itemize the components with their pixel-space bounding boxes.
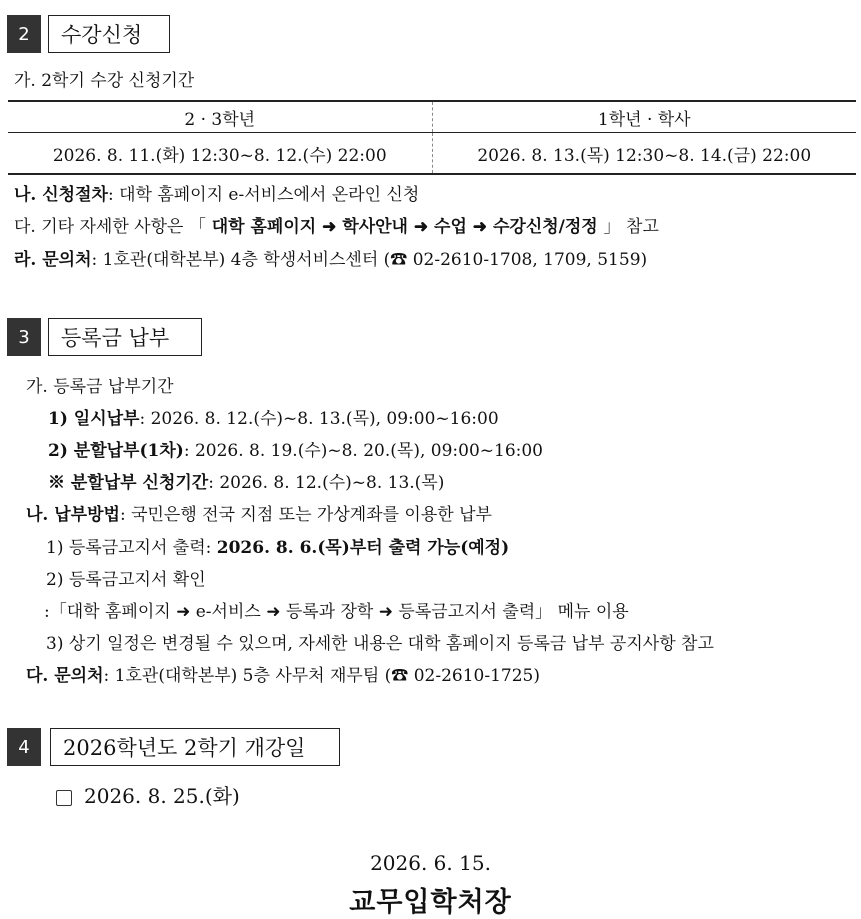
installment-apply-text: : 2026. 8. 12.(수)~8. 13.(목)	[208, 473, 445, 493]
reference-prefix: 다. 기타 자세한 사항은 「	[14, 217, 206, 237]
document-date: 2026. 6. 15.	[370, 851, 491, 875]
signer-title: 교무입학처장	[349, 887, 512, 918]
schedule-change-note: 3) 상기 일정은 변경될 수 있으며, 자세한 내용은 대학 홈페이지 등록금 납부 공지사항 참고	[46, 634, 714, 654]
registration-period-heading: 가. 2학기 수강 신청기간	[14, 71, 195, 91]
payment-method-line	[26, 500, 492, 525]
tuition-contact-text: : 1호관(대학본부) 5층 사무처 재무팀 (☎ 02-2610-1725)	[103, 666, 540, 686]
contact-line	[14, 245, 647, 270]
installment-line	[48, 436, 543, 461]
payment-method-label: 나. 납부방법	[26, 505, 120, 525]
section-4-title: 2026학년도 2학기 개강일	[50, 728, 340, 766]
section-3-title: 등록금 납부	[48, 318, 202, 356]
reference-line	[14, 212, 659, 237]
table-cell-grade-1-period: 2026. 8. 13.(목) 12:30~8. 14.(금) 22:00	[432, 133, 856, 175]
procedure-text: : 대학 홈페이지 e-서비스에서 온라인 신청	[107, 185, 420, 205]
procedure-line	[14, 180, 419, 205]
lump-sum-line	[48, 404, 499, 429]
bill-menu-path: :「대학 홈페이지 ➜ e-서비스 ➜ 등록과 장학 ➜ 등록금고지서 출력」 메뉴 이용	[44, 602, 629, 622]
installment-apply-label: ※ 분할납부 신청기간	[48, 473, 209, 493]
section-2-title: 수강신청	[48, 15, 170, 53]
checkbox-icon	[56, 790, 72, 806]
procedure-label: 나. 신청절차	[14, 185, 108, 205]
bill-print-date: 2026. 8. 6.(목)부터 출력 가능(예정)	[216, 538, 510, 558]
bill-check-line: 2) 등록금고지서 확인	[46, 570, 206, 590]
reference-path: 대학 홈페이지 ➜ 학사안내 ➜ 수업 ➜ 수강신청/정정	[205, 217, 604, 237]
installment-apply-line	[48, 468, 444, 493]
installment-label: 2) 분할납부(1차)	[48, 441, 184, 461]
table-header-grade-1: 1학년 · 학사	[432, 101, 856, 133]
bill-print-prefix: 1) 등록금고지서 출력:	[46, 538, 217, 558]
section-4-number: 4	[7, 728, 41, 766]
semester-start-date: 2026. 8. 25.(화)	[84, 784, 240, 808]
bill-print-line	[46, 533, 509, 558]
semester-start-line	[56, 780, 240, 809]
installment-text: : 2026. 8. 19.(수)~8. 20.(목), 09:00~16:00	[183, 441, 544, 461]
reference-suffix: 」 참고	[603, 217, 659, 237]
section-3-number: 3	[7, 318, 41, 356]
lump-sum-text: : 2026. 8. 12.(수)~8. 13.(목), 09:00~16:00	[139, 409, 499, 429]
tuition-contact-line	[26, 661, 540, 686]
section-2-number: 2	[7, 15, 41, 53]
contact-text: : 1호관(대학본부) 4층 학생서비스센터 (☎ 02-2610-1708, 1709, 5159)	[91, 250, 648, 270]
payment-method-text: : 국민은행 전국 지점 또는 가상계좌를 이용한 납부	[119, 505, 492, 525]
table-header-grade-2-3: 2 · 3학년	[8, 101, 432, 133]
tuition-period-heading: 가. 등록금 납부기간	[26, 377, 174, 397]
lump-sum-label: 1) 일시납부	[48, 409, 140, 429]
contact-label: 라. 문의처	[14, 250, 92, 270]
table-cell-grade-2-3-period: 2026. 8. 11.(화) 12:30~8. 12.(수) 22:00	[8, 133, 432, 175]
registration-period-table	[8, 100, 856, 175]
tuition-contact-label: 다. 문의처	[26, 666, 104, 686]
